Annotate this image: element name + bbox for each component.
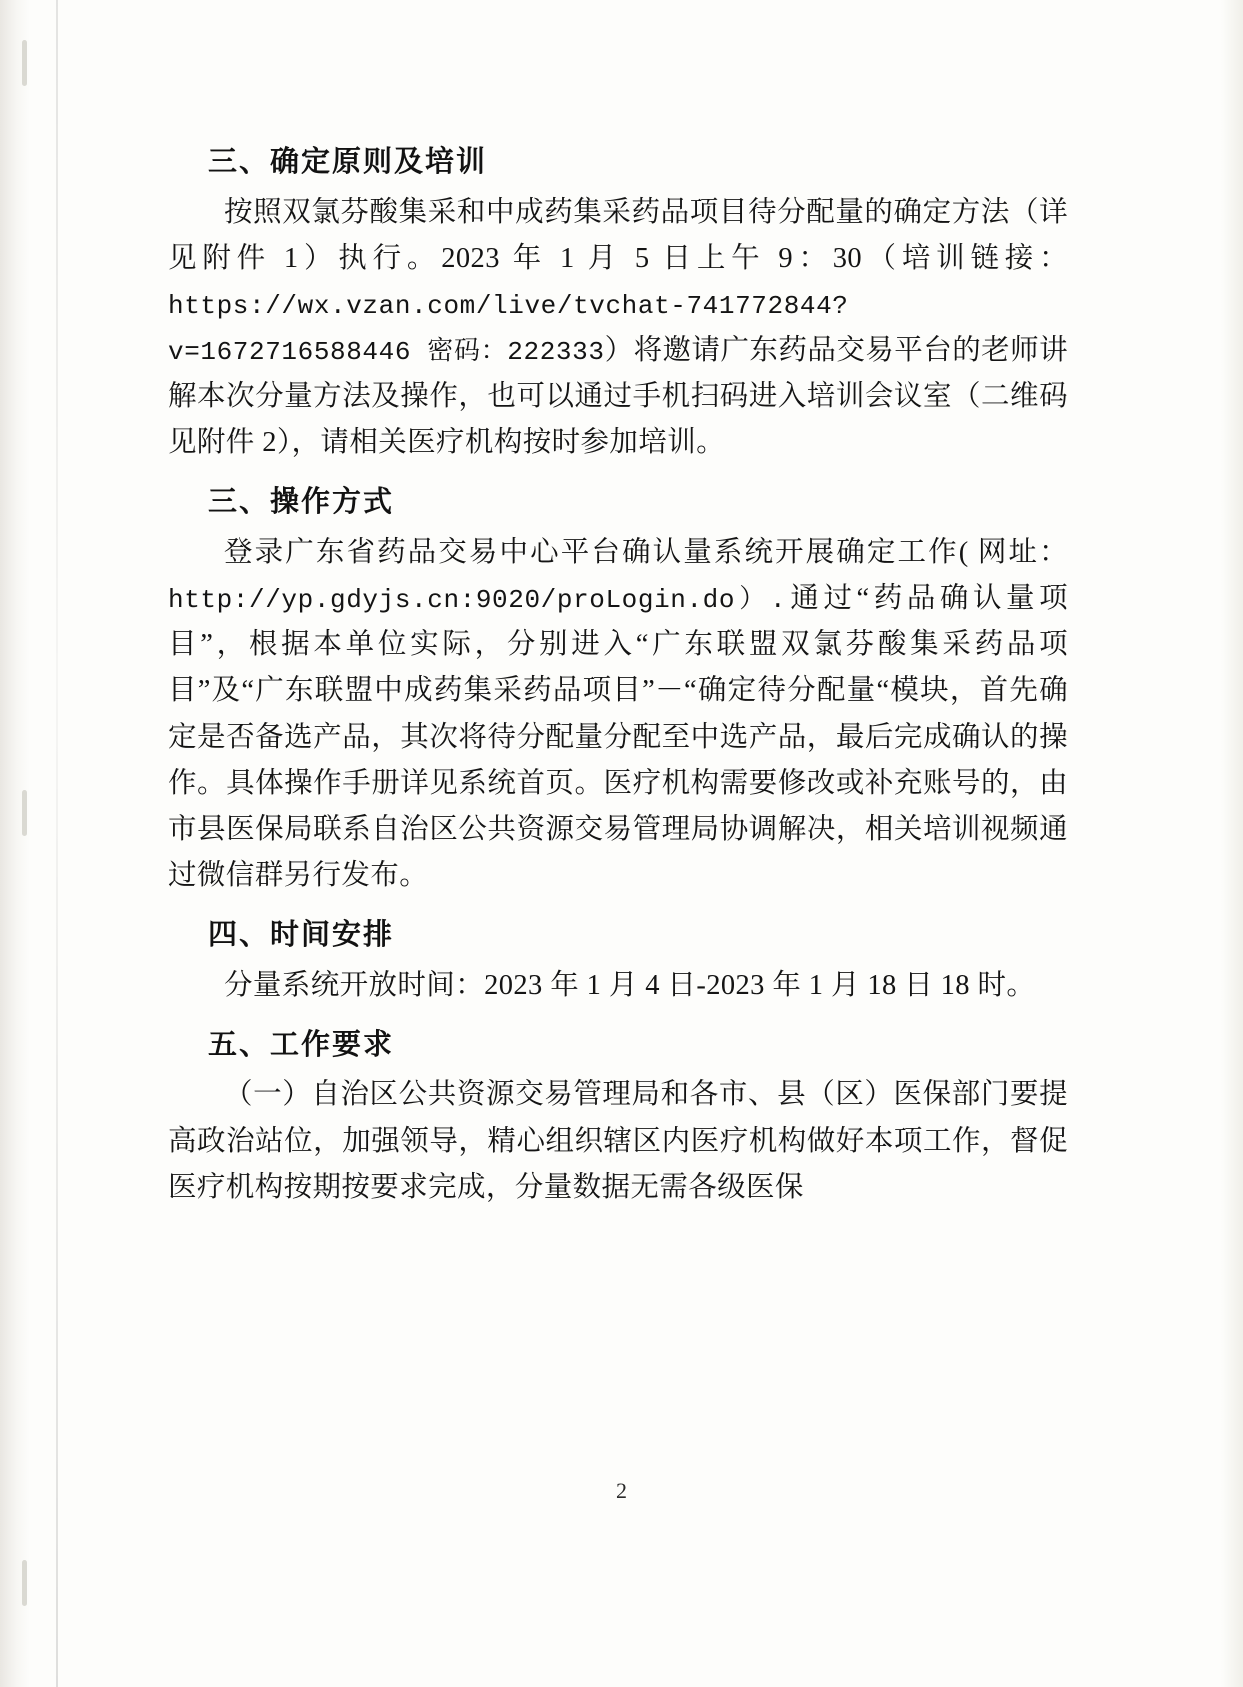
page-number: 2 bbox=[616, 1478, 627, 1503]
section-operation-method bbox=[168, 480, 1068, 899]
paragraph: （一）自治区公共资源交易管理局和各市、县（区）医保部门要提高政治站位，加强领导，精心组织辖区内医疗机构做好本项工作，督促医疗机构按期按要求完成，分量数据无需各级医保 bbox=[168, 1079, 1068, 1203]
paragraph-text-part-1: 登录广东省药品交易中心平台确认量系统开展确定工作( 网址： bbox=[224, 536, 1068, 568]
paragraph bbox=[168, 530, 1068, 899]
training-link-text: https://wx.vzan.com/live/tvchat-741772844?v=1672716588446 密码：222333 bbox=[168, 290, 849, 367]
section-heading: 三、操作方式 bbox=[208, 484, 395, 519]
scan-artifact-middle bbox=[22, 790, 27, 836]
paragraph bbox=[168, 190, 1068, 467]
page-left-shadow bbox=[0, 0, 30, 1687]
page-right-shadow bbox=[1221, 0, 1243, 1687]
paragraph-text-part-2: ）将邀请广东药品交易平台的老师讲解本次分量方法及操作，也可以通过手机扫码进入培训会议室（二维码见附件 2），请相关医疗机构按时参加培训。 bbox=[168, 334, 1068, 459]
paragraph-text-part-2: 通过“药品确认量项目”，根据本单位实际，分别进入“广东联盟双氯芬酸集采药品项目”及“广东联盟中成药集采药品项目”－“确定待分配量“模块，首先确定是否备选产品，其次将待分配量分配至中选产品，最后完成确认的操作。具体操作手册详见系统首页。医疗机构需要修改或补充账号的，由市县医保局联系自治区公共资源交易管理局协调解决，相关培训视频通过微信群另行发布。 bbox=[168, 583, 1068, 892]
scan-artifact-top bbox=[22, 40, 27, 86]
section-confirmation-principles bbox=[168, 140, 1068, 466]
scan-artifact-bottom bbox=[22, 1560, 27, 1606]
page-crease bbox=[56, 0, 58, 1687]
section-heading: 五、工作要求 bbox=[208, 1026, 395, 1061]
platform-url-text: http://yp.gdyjs.cn:9020/proLogin.do）. bbox=[168, 585, 787, 616]
section-heading: 四、时间安排 bbox=[208, 917, 395, 952]
paragraph: 分量系统开放时间：2023 年 1 月 4 日-2023 年 1 月 18 日 18 时。 bbox=[224, 969, 1036, 1001]
document-body bbox=[168, 140, 1068, 1225]
paragraph-text-part-1: 按照双氯芬酸集采和中成药集采药品项目待分配量的确定方法（详见附件 1）执行。2023 年 1 月 5 日上午 9：30（培训链接： bbox=[168, 196, 1068, 274]
section-schedule bbox=[168, 913, 1068, 1009]
section-heading: 三、确定原则及培训 bbox=[208, 144, 488, 178]
section-work-requirements bbox=[168, 1023, 1068, 1211]
